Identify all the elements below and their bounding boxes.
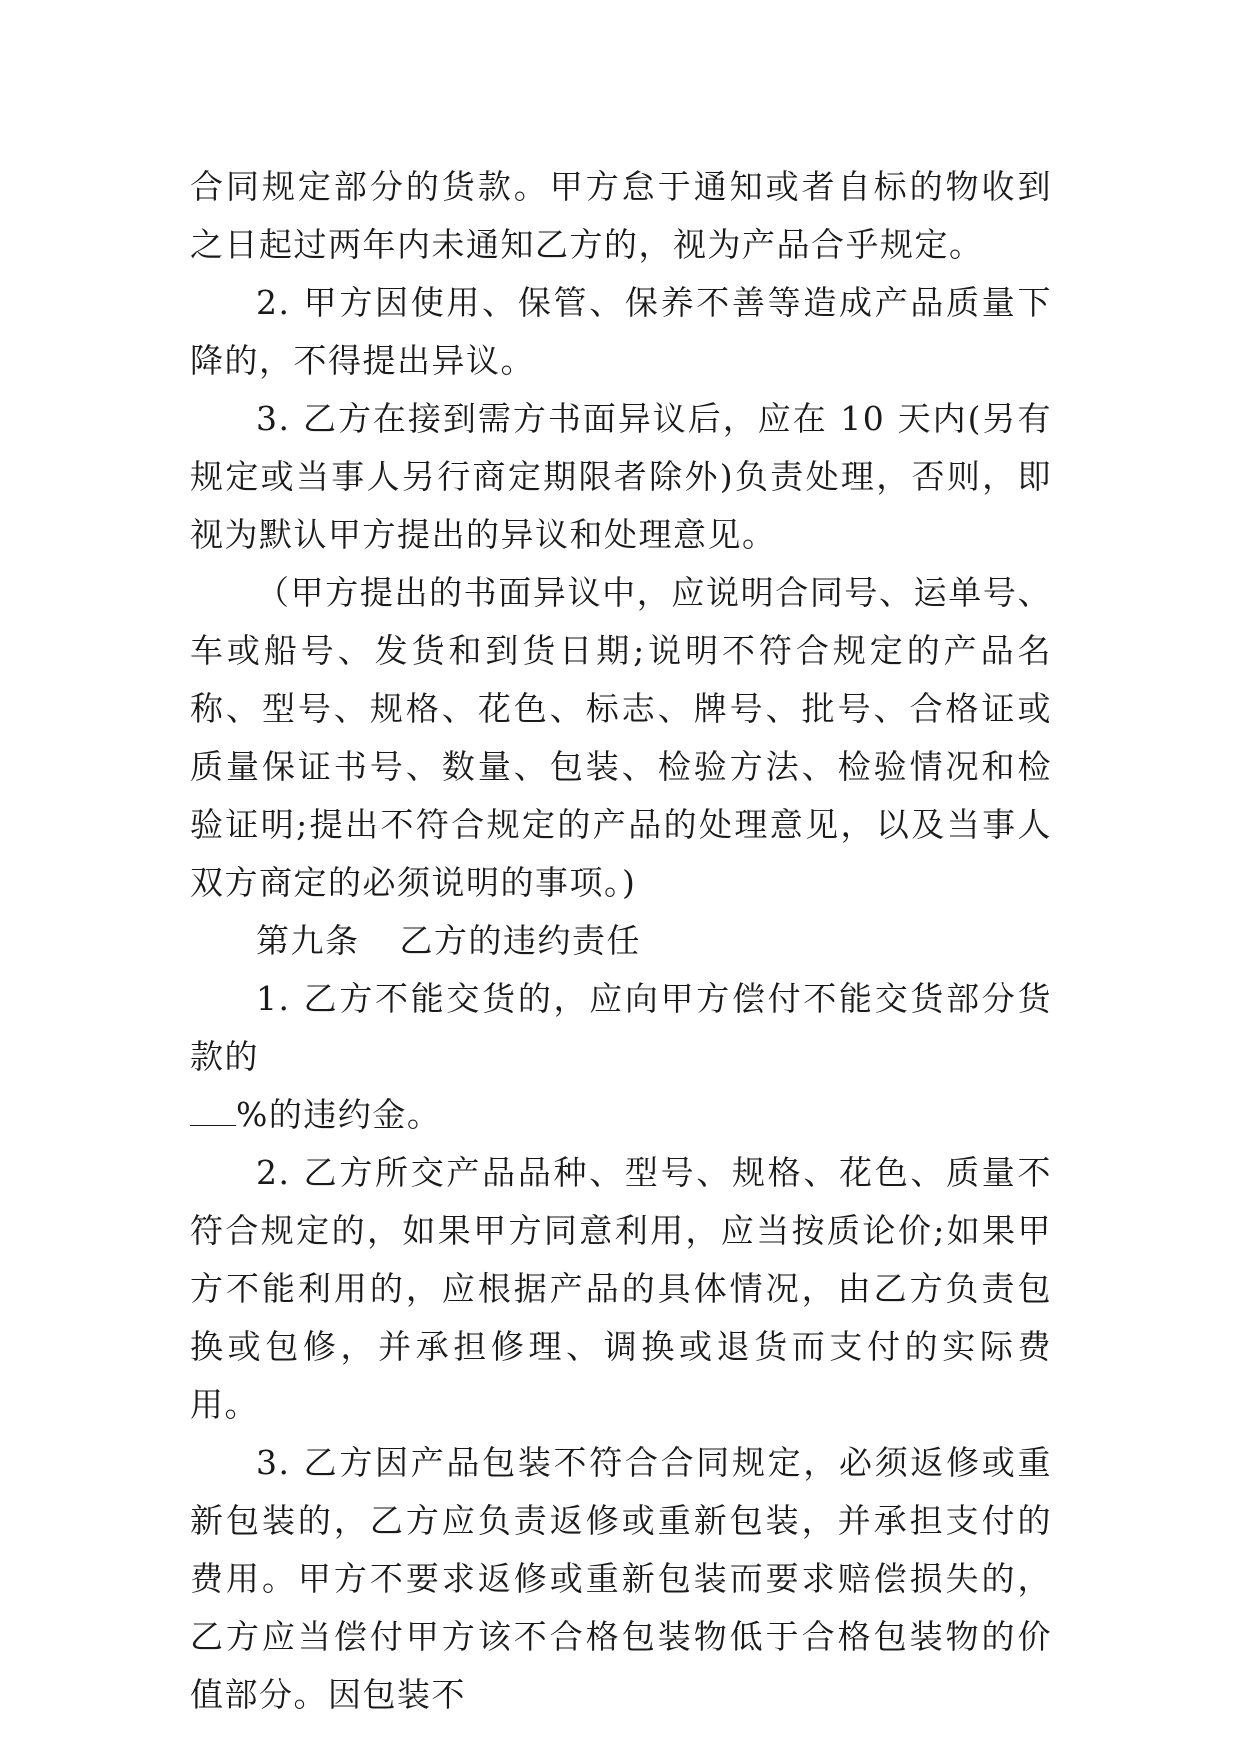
- section-number: 第九条: [256, 921, 360, 960]
- section-heading: [190, 912, 1052, 970]
- document-body: [190, 158, 1052, 1724]
- clause-1-line-1: 1. 乙方不能交货的，应向甲方偿付不能交货部分货款的: [190, 979, 1052, 1076]
- section-title: 乙方的违约责任: [399, 921, 641, 960]
- paragraph-continuation: 合同规定部分的货款。甲方怠于通知或者自标的物收到之日起过两年内未通知乙方的，视为产品合乎规定。: [190, 167, 1052, 264]
- paragraph-objection-notes: （甲方提出的书面异议中，应说明合同号、运单号、车或船号、发货和到货日期;说明不符合规定的产品名称、型号、规格、花色、标志、牌号、批号、合格证或质量保证书号、数量、包装、检验方法、检验情况和检验证明;提出不符合规定的产品的处理意见，以及当事人双方商定的必须说明的事项。): [190, 573, 1052, 902]
- paragraph-clause-3: 3. 乙方在接到需方书面异议后，应在 10 天内(另有规定或当事人另行商定期限者除外)负责处理，否则，即视为默认甲方提出的异议和处理意见。: [190, 399, 1052, 554]
- paragraph-clause-2: 2. 甲方因使用、保管、保养不善等造成产品质量下降的，不得提出异议。: [190, 283, 1052, 380]
- clause-1-line-2: [190, 1086, 1052, 1144]
- clause-3: 3. 乙方因产品包装不符合合同规定，必须返修或重新包装的，乙方应负责返修或重新包装，并承担支付的费用。甲方不要求返修或重新包装而要求赔偿损失的，乙方应当偿付甲方该不合格包装物低于合格包装物的价值部分。因包装不: [190, 1443, 1052, 1714]
- clause-1-suffix: %的违约金。: [236, 1095, 442, 1134]
- fill-in-blank: [190, 1095, 236, 1126]
- clause-2: 2. 乙方所交产品品种、型号、规格、花色、质量不符合规定的，如果甲方同意利用，应当按质论价;如果甲方不能利用的，应根据产品的具体情况，由乙方负责包换或包修，并承担修理、调换或退货而支付的实际费用。: [190, 1153, 1052, 1424]
